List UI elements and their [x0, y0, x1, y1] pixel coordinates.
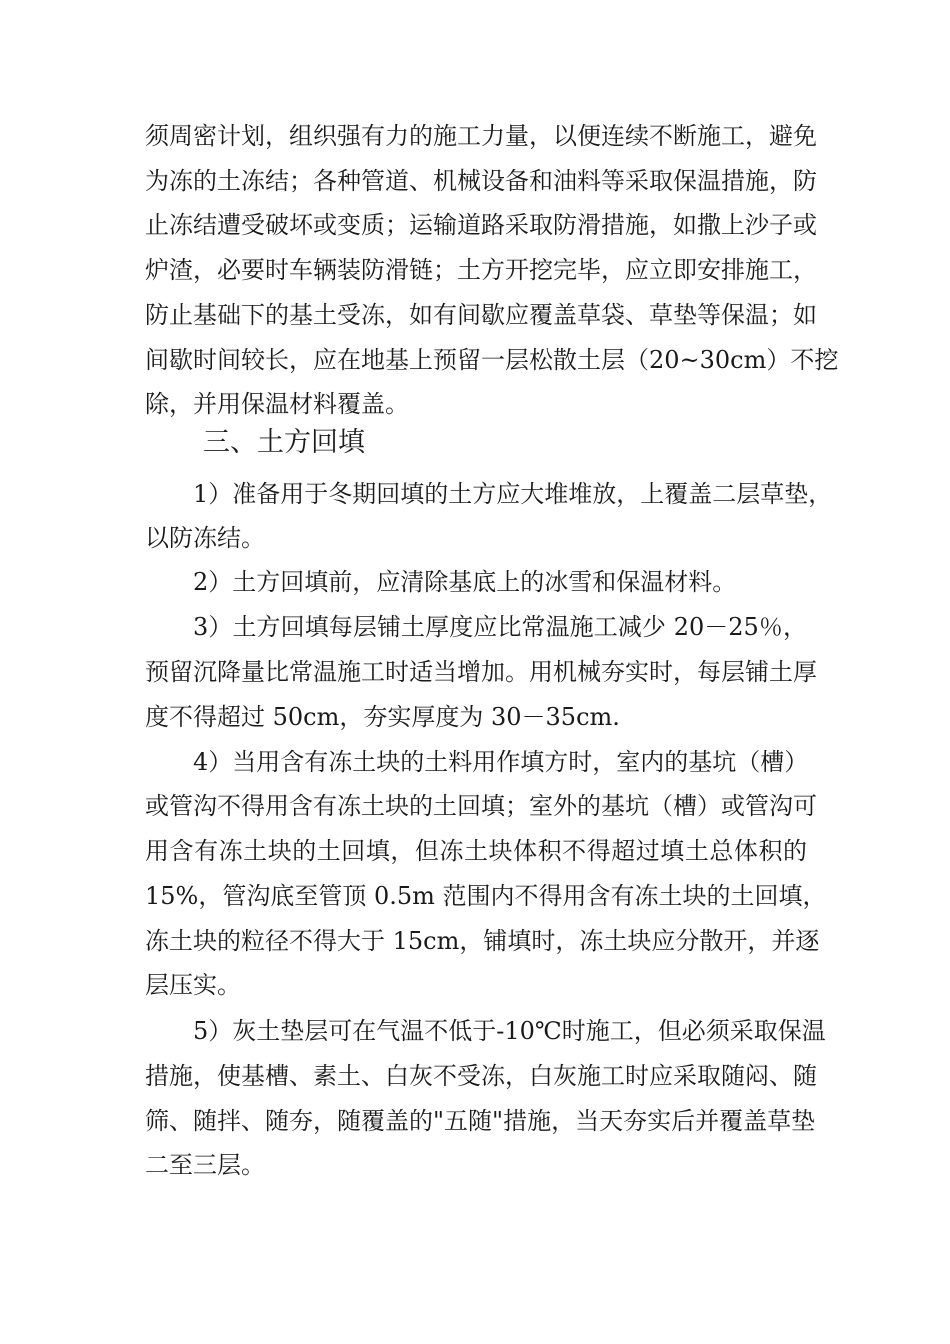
para1-line-4: 炉渣，必要时车辆装防滑链；土方开挖完毕，应立即安排施工， [145, 256, 817, 284]
item5-line-1: 5）灰土垫层可在气温不低于-10℃时施工，但必须采取保温 [193, 1017, 826, 1045]
item4-line-3: 用含有冻土块的土回填，但冻土块体积不得超过填土总体积的 [145, 837, 807, 865]
item4-line-2: 或管沟不得用含有冻土块的土回填；室外的基坑（槽）或管沟可 [145, 792, 817, 820]
item4-line-6: 层压实。 [145, 971, 241, 999]
para1-line-3: 止冻结遭受破坏或变质；运输道路采取防滑措施，如撒上沙子或 [145, 211, 817, 239]
item4-line-5: 冻土块的粒径不得大于 15cm，铺填时，冻土块应分散开，并逐 [145, 927, 820, 955]
item3-line-3: 度不得超过 50cm，夯实厚度为 30－35cm. [145, 703, 620, 731]
para1-line-6: 间歇时间较长，应在地基上预留一层松散土层（20~30cm）不挖 [145, 346, 839, 374]
item5-line-4: 二至三层。 [145, 1151, 265, 1179]
item4-line-4: 15%，管沟底至管顶 0.5m 范围内不得用含有冻土块的土回填， [145, 882, 827, 910]
para1-line-5: 防止基础下的基土受冻，如有间歇应覆盖草袋、草垫等保温；如 [145, 301, 817, 329]
item1-line-2: 以防冻结。 [145, 524, 265, 552]
para1-line-7: 除，并用保温材料覆盖。 [145, 390, 409, 418]
item1-line-1: 1）准备用于冬期回填的土方应大堆堆放，上覆盖二层草垫， [193, 480, 833, 508]
section-heading: 三、土方回填 [203, 427, 365, 458]
item4-line-1: 4）当用含有冻土块的土料用作填方时，室内的基坑（槽） [193, 748, 809, 776]
item3-line-1: 3）土方回填每层铺土厚度应比常温施工减少 20－25％， [193, 613, 807, 641]
item2-line-1: 2）土方回填前，应清除基底上的冰雪和保温材料。 [193, 568, 737, 596]
para1-line-2: 为冻的土冻结；各种管道、机械设备和油料等采取保温措施，防 [145, 167, 817, 195]
item3-line-2: 预留沉降量比常温施工时适当增加。用机械夯实时，每层铺土厚 [145, 658, 817, 686]
para1-line-1: 须周密计划，组织强有力的施工力量，以便连续不断施工，避免 [145, 122, 817, 150]
item5-line-3: 筛、随拌、随夯，随覆盖的"五随"措施，当天夯实后并覆盖草垫 [145, 1107, 816, 1135]
item5-line-2: 措施，使基槽、素土、白灰不受冻，白灰施工时应采取随闷、随 [145, 1062, 817, 1090]
